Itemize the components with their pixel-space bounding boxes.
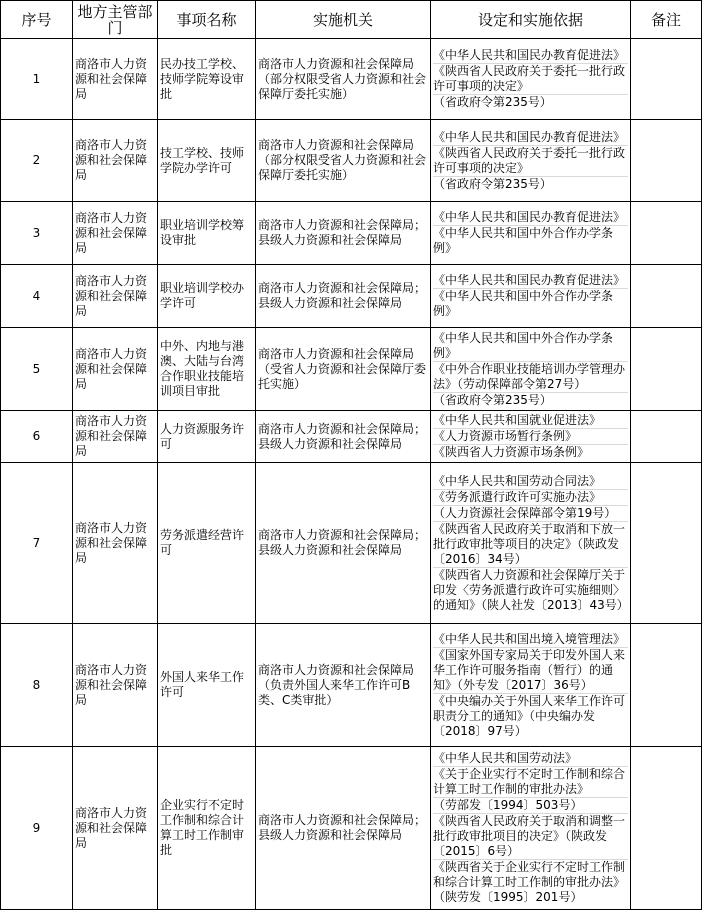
basis-cell [431,747,631,910]
agency-cell: 商洛市人力资源和社会保障局；县级人力资源和社会保障局 [256,411,431,463]
basis-line: 《中华人民共和国民办教育促进法》 [433,210,628,226]
remark-cell [631,411,702,463]
basis-line: 《中华人民共和国民办教育促进法》 [433,273,628,289]
item-name-cell: 劳务派遣经营许可 [158,463,256,624]
basis-line: 《中华人民共和国民办教育促进法》 [433,48,628,64]
remark-cell [631,624,702,747]
table-row [1,265,702,328]
row-number: 5 [1,328,73,411]
basis-cell [431,39,631,120]
agency-cell: 商洛市人力资源和社会保障局（部分权限受省人力资源和社会保障厅委托实施） [256,39,431,120]
item-name-cell: 企业实行不定时工作制和综合计算工时工作制审批 [158,747,256,910]
remark-cell [631,328,702,411]
basis-line: 《陕西省人力资源和社会保障厅关于印发〈劳务派遣行政许可实施细则〉的通知》（陕人社发〔2013〕43号） [433,567,629,612]
basis-cell [431,624,631,747]
department-cell: 商洛市人力资源和社会保障局 [73,747,158,910]
basis-line: 《中华人民共和国中外合作办学条例》 [433,226,614,255]
basis-line: 《陕西省人民政府关于取消和调整一批行政审批项目的决定》（陕政发〔2015〕6号） [433,814,628,860]
basis-line: 《中央编办关于外国人来华工作许可职责分工的通知》（中央编办发〔2018〕97号） [433,693,626,738]
remark-cell [631,202,702,265]
agency-cell: 商洛市人力资源和社会保障局；县级人力资源和社会保障局 [256,463,431,624]
basis-line: 《中华人民共和国就业促进法》 [433,413,628,429]
table-row [1,39,702,120]
basis-line: 《中华人民共和国中外合作办学条例》 [433,331,628,362]
row-number: 2 [1,120,73,202]
basis-line: 《陕西省人力资源市场条例》 [433,445,590,459]
basis-line: 《陕西省人民政府关于委托一批行政许可事项的决定》 [433,64,628,95]
agency-cell: 商洛市人力资源和社会保障局（受省人力资源和社会保障厅委托实施） [256,328,431,411]
basis-line: （人力资源社会保障部令第19号） [433,506,628,522]
basis-line: 《中华人民共和国劳动合同法》 [433,474,628,490]
department-cell: 商洛市人力资源和社会保障局 [73,202,158,265]
row-number: 4 [1,265,73,328]
basis-line: 《中外合作职业技能培训办学管理办法》（劳动保障部令第27号） [433,362,628,393]
row-number: 8 [1,624,73,747]
basis-cell [431,120,631,202]
basis-cell [431,463,631,624]
basis-cell [431,202,631,265]
item-name-cell: 职业培训学校筹设审批 [158,202,256,265]
item-name-cell: 外国人来华工作许可 [158,624,256,747]
item-name-cell: 民办技工学校、技师学院筹设审批 [158,39,256,120]
basis-line: 《劳务派遣行政许可实施办法》 [433,490,628,506]
basis-line: 《陕西省关于企业实行不定时工作制和综合计算工时工作制的审批办法》（陕劳发〔1995〕201号） [433,860,626,904]
item-name-cell: 人力资源服务许可 [158,411,256,463]
row-number: 6 [1,411,73,463]
agency-cell: 商洛市人力资源和社会保障局（负责外国人来华工作许可B类、C类审批） [256,624,431,747]
agency-cell: 商洛市人力资源和社会保障局；县级人力资源和社会保障局 [256,265,431,328]
department-cell: 商洛市人力资源和社会保障局 [73,624,158,747]
header-name: 事项名称 [158,1,256,39]
header-row [1,1,702,39]
table-row [1,202,702,265]
basis-line: 《国家外国专家局关于印发外国人来华工作许可服务指南（暂行）的通知》（外专发〔2017〕36号） [433,648,628,694]
department-cell: 商洛市人力资源和社会保障局 [73,463,158,624]
remark-cell [631,120,702,202]
row-number: 9 [1,747,73,910]
remark-cell [631,747,702,910]
department-cell: 商洛市人力资源和社会保障局 [73,120,158,202]
table-row [1,411,702,463]
basis-line: （省政府令第235号） [433,176,552,191]
basis-cell [431,265,631,328]
row-number: 1 [1,39,73,120]
header-agency: 实施机关 [256,1,431,39]
department-cell: 商洛市人力资源和社会保障局 [73,328,158,411]
department-cell: 商洛市人力资源和社会保障局 [73,411,158,463]
remark-cell [631,463,702,624]
agency-cell: 商洛市人力资源和社会保障局（部分权限受省人力资源和社会保障厅委托实施） [256,120,431,202]
item-name-cell: 中外、内地与港澳、大陆与台湾合作职业技能培训项目审批 [158,328,256,411]
agency-cell: 商洛市人力资源和社会保障局；县级人力资源和社会保障局 [256,747,431,910]
table-row [1,328,702,411]
header-basis: 设定和实施依据 [431,1,631,39]
department-cell: 商洛市人力资源和社会保障局 [73,39,158,120]
basis-line: 《关于企业实行不定时工作制和综合计算工时工作制的审批办法》 [433,767,628,798]
header-dept: 地方主管部门 [73,1,158,39]
basis-line: 《中华人民共和国中外合作办学条例》 [433,289,614,318]
table-row [1,747,702,910]
basis-cell [431,328,631,411]
table-row [1,120,702,202]
department-cell: 商洛市人力资源和社会保障局 [73,265,158,328]
basis-line: 《陕西省人民政府关于取消和下放一批行政审批等项目的决定》（陕政发〔2016〕34号） [433,522,628,568]
basis-line: （省政府令第235号） [433,95,552,109]
basis-line: 《中华人民共和国出境入境管理法》 [433,632,628,648]
table-row [1,463,702,624]
header-no: 序号 [1,1,73,39]
basis-line: （省政府令第235号） [433,392,552,407]
remark-cell [631,265,702,328]
basis-line: 《陕西省人民政府关于委托一批行政许可事项的决定》 [433,146,628,177]
row-number: 3 [1,202,73,265]
basis-line: 《中华人民共和国劳动法》 [433,751,628,767]
table-row [1,624,702,747]
agency-cell: 商洛市人力资源和社会保障局；县级人力资源和社会保障局 [256,202,431,265]
basis-line: （劳部发〔1994〕503号） [433,798,628,814]
remark-cell [631,39,702,120]
item-name-cell: 技工学校、技师学院办学许可 [158,120,256,202]
row-number: 7 [1,463,73,624]
basis-line: 《人力资源市场暂行条例》 [433,429,628,445]
header-remark: 备注 [631,1,702,39]
basis-line: 《中华人民共和国民办教育促进法》 [433,130,628,146]
basis-cell [431,411,631,463]
item-name-cell: 职业培训学校办学许可 [158,265,256,328]
